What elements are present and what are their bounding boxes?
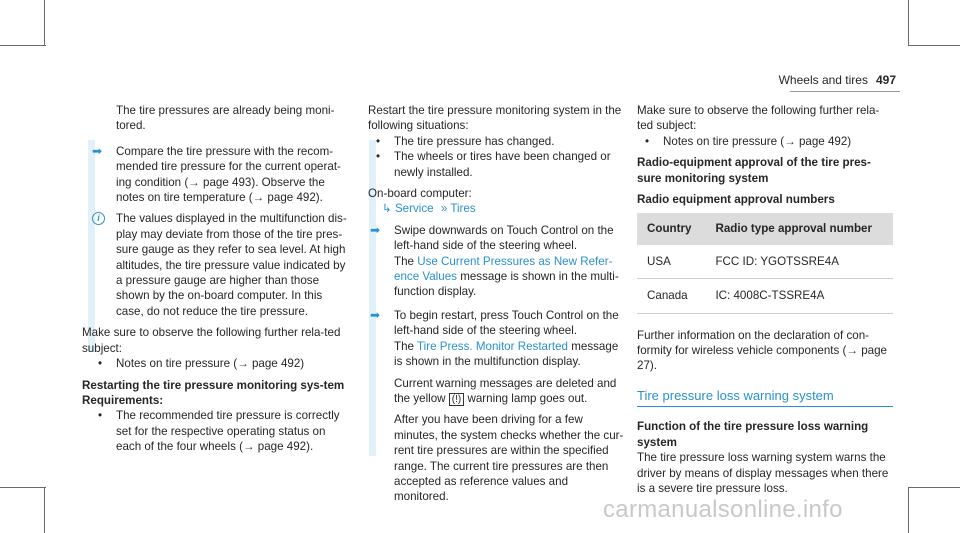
table-row: [637, 279, 893, 313]
column-2: [368, 103, 626, 505]
menu-enter-icon: ↳: [382, 202, 392, 216]
requirement-bullet: • The recommended tire pressure is correctly set for the respective operating status on each of the four wheels (→ page 492).: [90, 408, 352, 454]
header-rule: [790, 91, 900, 92]
bullet-notes-link[interactable]: • Notes on tire pressure (→ page 492): [637, 134, 893, 149]
table-cell: Canada: [637, 279, 705, 313]
step-restart: [368, 308, 626, 370]
table-cell: USA: [637, 245, 705, 279]
table-cell: FCC ID: YGOTSSRE4A: [705, 245, 893, 279]
crop-mark: [908, 487, 909, 533]
observe-text: Make sure to observe the following further rela-ted subject:: [82, 326, 341, 355]
col-header-number: Radio type approval number: [705, 213, 893, 244]
menu-path: [368, 201, 626, 216]
intro-text: The tire pressures are already being moni-tored.: [116, 104, 335, 133]
approval-table: [637, 213, 893, 313]
page-number: 497: [875, 73, 896, 87]
step-arrow-icon: ➡: [370, 222, 381, 237]
text: warning lamp goes out.: [467, 391, 588, 405]
table-header-row: [637, 213, 893, 244]
menu-item-tires[interactable]: Tires: [450, 202, 476, 216]
table-cell: IC: 4008C-TSSRE4A: [705, 279, 893, 313]
text: message is shown in the multi-function display.: [394, 270, 619, 299]
step-text: Compare the tire pressure with the recom-mended tire pressure for the current operat-ing condition (→ page 493). Observe the notes on tire temperature (→ page 492).: [116, 144, 341, 205]
situation-bullet: • The wheels or tires have been changed or newly installed.: [368, 149, 626, 180]
menu-item-service[interactable]: Service: [394, 202, 434, 216]
text: Current warning messages are deleted and the yellow: [394, 376, 617, 405]
column-1: [82, 103, 352, 455]
crop-mark: [908, 487, 960, 488]
observe-text: Make sure to observe the following further rela-ted subject:: [637, 104, 880, 133]
step-arrow-icon: ➡: [370, 307, 381, 322]
watermark: carmanualsonline.info: [603, 496, 843, 523]
crop-mark: [908, 45, 960, 46]
crop-mark: [908, 0, 909, 46]
col-header-country: Country: [637, 213, 705, 244]
requirements-label: Requirements:: [82, 393, 164, 407]
crop-mark: [44, 487, 45, 533]
menu-chevron-icon: »: [440, 202, 448, 216]
approval-heading: Radio-equipment approval of the tire pres-sure monitoring system: [637, 156, 871, 185]
restart-heading: Restarting the tire pressure monitoring sys-tem: [82, 378, 345, 392]
table-row: [637, 245, 893, 279]
crop-mark: [0, 487, 46, 488]
restart-intro: Restart the tire pressure monitoring system in the following situations:: [368, 104, 622, 133]
onboard-label: On-board computer:: [368, 187, 472, 201]
crop-mark: [0, 45, 46, 46]
text: The: [394, 339, 414, 353]
display-message: Tire Press. Monitor Restarted: [417, 339, 568, 353]
function-heading: Function of the tire pressure loss warning system: [637, 420, 869, 449]
info-icon: i: [92, 212, 105, 225]
text: The: [394, 254, 414, 268]
situation-bullet: • The tire pressure has changed.: [368, 134, 626, 149]
info-text: The values displayed in the multifunction dis-play may deviate from those of the tire pres-sure gauge as they refer to sea level. At high altitudes, the tire pressure value indicated by a pressure gauge are higher than those shown by the on-board computer. In this case, do not reduce the tire pressure.: [116, 212, 347, 318]
info-note: [90, 211, 352, 319]
after-text: After you have been driving for a few minutes, the system checks whether the cur-rent tire pressures are within the specified range. The current tire pressures are then accepted as reference values and monitored.: [394, 413, 624, 504]
function-text: The tire pressure loss warning system warns the driver by means of display messages when there is a severe tire pressure loss.: [637, 451, 889, 495]
loss-warning-heading: Tire pressure loss warning system: [637, 388, 893, 407]
text: message is shown in the multifunction display.: [394, 339, 619, 369]
bullet-notes-link[interactable]: • Notes on tire pressure (→ page 492): [90, 356, 352, 371]
column-3: [637, 103, 893, 496]
approval-numbers-heading: Radio equipment approval numbers: [637, 193, 835, 207]
step-text: Swipe downwards on Touch Control on the left-hand side of the steering wheel.: [394, 223, 614, 253]
section-title: Wheels and tires: [778, 73, 868, 87]
step-compare: [90, 144, 352, 206]
warning-text: [368, 376, 626, 407]
crop-mark: [44, 0, 45, 46]
tire-warning-lamp-icon: (!): [449, 393, 464, 406]
step-swipe: [368, 223, 626, 300]
running-header: [779, 73, 896, 88]
step-arrow-icon: ➡: [92, 143, 103, 158]
declaration-text: Further information on the declaration of con-formity for wireless vehicle components (→ page 27).: [637, 328, 888, 373]
step-text: To begin restart, press Touch Control on the left-hand side of the steering wheel.: [394, 308, 619, 338]
display-message: Use Current Pressures as New Refer-ence Values: [394, 254, 613, 284]
